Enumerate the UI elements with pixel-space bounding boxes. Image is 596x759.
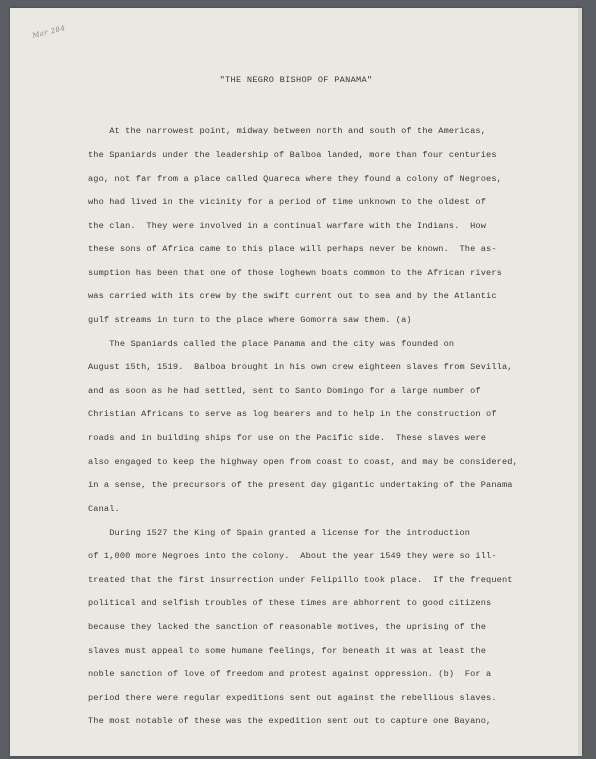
text-line: who had lived in the vicinity for a period of time unknown to the oldest of [88,197,487,207]
text-line: also engaged to keep the highway open from coast to coast, and may be considered, [88,457,518,467]
text-line: At the narrowest point, midway between north and south of the Americas, [88,126,487,136]
text-line: August 15th, 1519. Balboa brought in his own crew eighteen slaves from Sevilla, [88,362,513,372]
text-line: Christian Africans to serve as log bearers and to help in the construction of [88,409,497,419]
document-page [10,8,582,756]
text-line: gulf streams in turn to the place where Gomorra saw them. (a) [88,315,412,325]
handwritten-annotation: Mar 284 [31,24,67,40]
text-line: and as soon as he had settled, sent to Santo Domingo for a large number of [88,386,481,396]
text-line: these sons of Africa came to this place will perhaps never be known. The as- [88,244,497,254]
text-line: noble sanction of love of freedom and protest against oppression. (b) For a [88,669,492,679]
page-edge [578,8,582,756]
text-line: ago, not far from a place called Quareca where they found a colony of Negroes, [88,174,502,184]
text-line: Canal. [88,504,120,514]
text-line: slaves must appeal to some humane feelings, for beneath it was at least the [88,646,487,656]
text-line: roads and in building ships for use on the Pacific side. These slaves were [88,433,487,443]
text-line: treated that the first insurrection under Felipillo took place. If the frequent [88,575,513,585]
text-line: in a sense, the precursors of the present day gigantic undertaking of the Panama [88,480,513,490]
text-line: the clan. They were involved in a continual warfare with the Indians. How [88,221,487,231]
text-line: the Spaniards under the leadership of Balboa landed, more than four centuries [88,150,497,160]
text-line: period there were regular expeditions sent out against the rebellious slaves. [88,693,497,703]
text-line: political and selfish troubles of these times are abhorrent to good citizens [88,598,492,608]
document-title: "THE NEGRO BISHOP OF PANAMA" [219,75,373,85]
text-line: The most notable of these was the expedition sent out to capture one Bayano, [88,716,492,726]
text-line: During 1527 the King of Spain granted a license for the introduction [88,528,471,538]
text-line: sumption has been that one of those loghewn boats common to the African rivers [88,268,502,278]
text-line: The Spaniards called the place Panama and the city was founded on [88,339,455,349]
text-line: because they lacked the sanction of reasonable motives, the uprising of the [88,622,487,632]
text-line: of 1,000 more Negroes into the colony. About the year 1549 they were so ill- [88,551,497,561]
text-line: was carried with its crew by the swift current out to sea and by the Atlantic [88,291,497,301]
